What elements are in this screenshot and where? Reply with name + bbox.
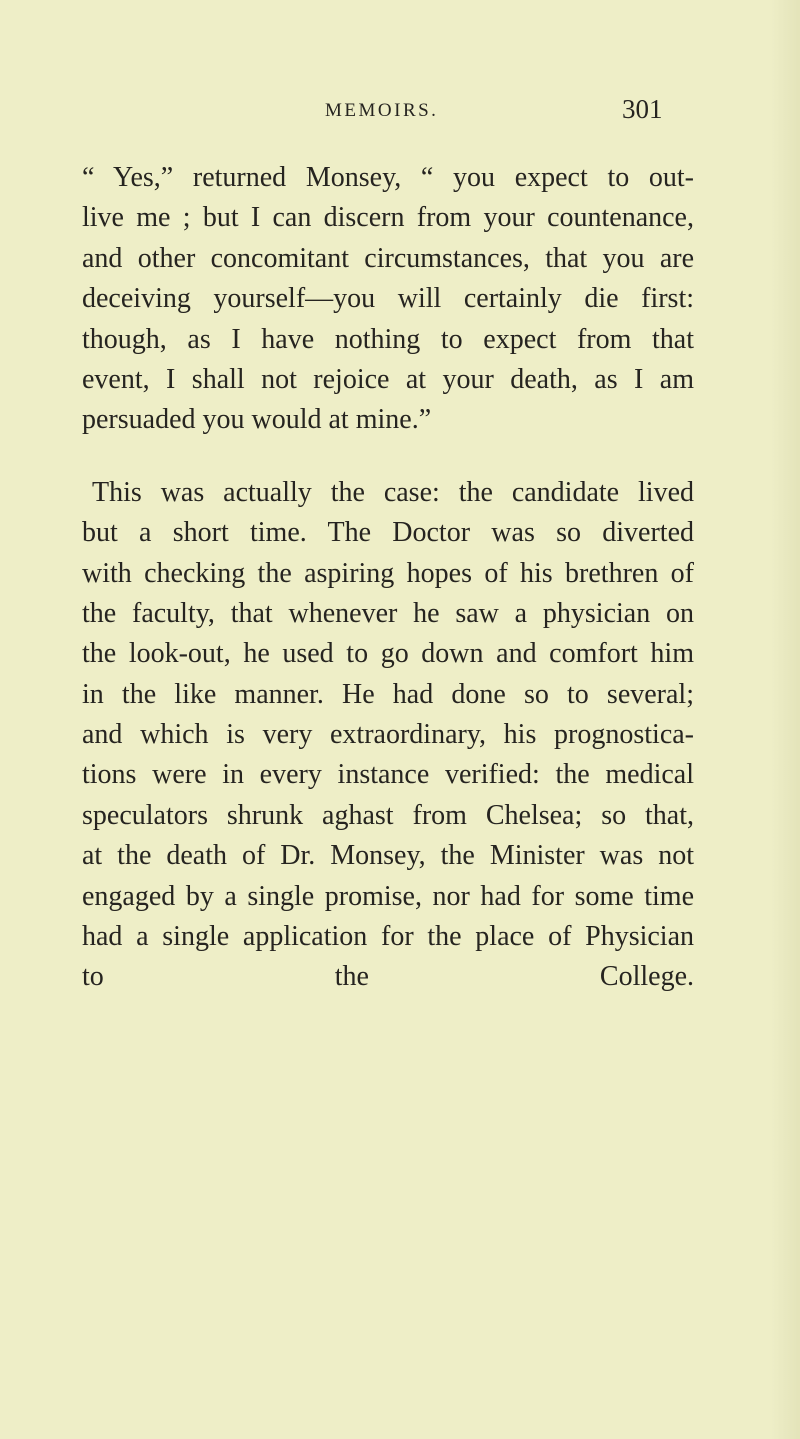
text-line: though, as I have nothing to expect from that (82, 323, 694, 355)
text-line: the faculty, that whenever he saw a physician on (82, 597, 694, 629)
text-line: in the like manner. He had done so to several; (82, 678, 694, 710)
page-number: 301 (622, 94, 663, 124)
text-line: with checking the aspiring hopes of his brethren of (82, 557, 694, 589)
paragraph-2 (82, 473, 694, 1038)
text-line: persuaded you would at mine.” (82, 404, 432, 436)
text-line: had a single application for the place of Physician (82, 921, 694, 953)
text-line (82, 998, 694, 1038)
text-line: live me ; but I can discern from your countenance, (82, 202, 694, 234)
text-line: to the College. (82, 961, 694, 993)
text-line: and which is very extraordinary, his prognostica- (82, 719, 694, 751)
running-head (0, 88, 800, 128)
running-title: MEMOIRS. (325, 100, 439, 121)
text-line: This was actually the case: the candidate lived (92, 476, 694, 508)
paragraph-gap (82, 441, 694, 473)
text-line: the look-out, he used to go down and comfort him (82, 638, 694, 670)
text-line: event, I shall not rejoice at your death, as I am (82, 363, 694, 395)
text-line: deceiving yourself—you will certainly die first: (82, 283, 694, 315)
paragraph-1 (82, 158, 694, 441)
text-line: and other concomitant circumstances, that you are (82, 242, 694, 274)
text-line: tions were in every instance verified: the medical (82, 759, 694, 791)
text-line: engaged by a single promise, nor had for some time (82, 880, 694, 912)
text-line: “ Yes,” returned Monsey, “ you expect to out- (82, 162, 694, 193)
body-text (82, 158, 694, 1038)
page-edge-shading (770, 0, 800, 1439)
text-line: but a short time. The Doctor was so diverted (82, 517, 694, 549)
text-line: at the death of Dr. Monsey, the Minister was not (82, 840, 694, 872)
text-line: speculators shrunk aghast from Chelsea; so that, (82, 799, 694, 831)
